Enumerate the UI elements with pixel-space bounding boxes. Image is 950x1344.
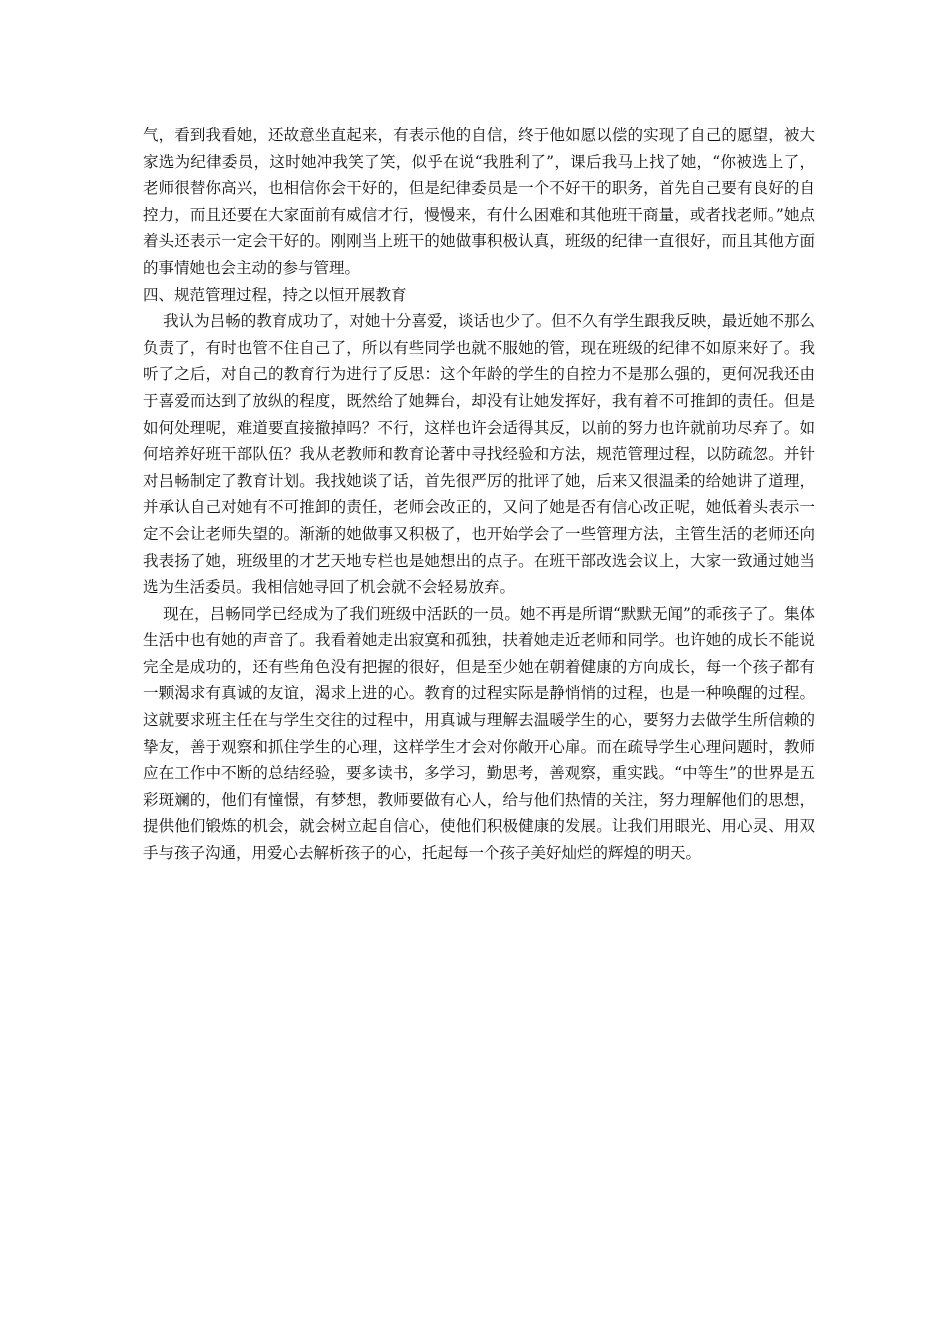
paragraph: 我认为吕畅的教育成功了，对她十分喜爱，谈话也少了。但不久有学生跟我反映，最近她不那么负责了，有时也管不住自己了，所以有些同学也就不服她的管，现在班级的纪律不如原来好了。我听了之后，对自己的教育行为进行了反思：这个年龄的学生的自控力不是那么强的，更何况我还由于喜爱而达到了放纵的程度，既然给了她舞台，却没有让她发挥好，我有着不可推卸的责任。但是如何处理呢，难道要直接撤掉吗？不行，这样也许会适得其反，以前的努力也许就前功尽弃了。如何培养好班干部队伍？我从老教师和教育论著中寻找经验和方法，规范管理过程，以防疏忽。并针对吕畅制定了教育计划。我找她谈了话，首先很严厉的批评了她，后来又很温柔的给她讲了道理，并承认自己对她有不可推卸的责任，老师会改正的，又问了她是否有信心改正呢，她低着头表示一定不会让老师失望的。渐渐的她做事又积极了，也开始学会了一些管理方法，主管生活的老师还向我表扬了她，班级里的才艺天地专栏也是她想出的点子。在班干部改选会议上，大家一致通过她当选为生活委员。我相信她寻回了机会就不会轻易放弃。 (143, 312, 815, 597)
document-body (143, 122, 815, 867)
paragraph: 现在，吕畅同学已经成为了我们班级中活跃的一员。她不再是所谓“默默无闻”的乖孩子了。集体生活中也有她的声音了。我看着她走出寂寞和孤独，扶着她走近老师和同学。也许她的成长不能说完全是成功的，还有些角色没有把握的很好，但是至少她在朝着健康的方向成长，每一个孩子都有一颗渴求有真诚的友谊，渴求上进的心。教育的过程实际是静悄悄的过程，也是一种唤醒的过程。这就要求班主任在与学生交往的过程中，用真诚与理解去温暖学生的心，要努力去做学生所信赖的挚友，善于观察和抓住学生的心理，这样学生才会对你敞开心扉。而在疏导学生心理问题时，教师应在工作中不断的总结经验，要多读书，多学习，勤思考，善观察，重实践。“中等生”的世界是五彩斑斓的，他们有憧憬，有梦想，教师要做有心人，给与他们热情的关注，努力理解他们的思想，提供他们锻炼的机会，就会树立起自信心，使他们积极健康的发展。让我们用眼光、用心灵、用双手与孩子沟通，用爱心去解析孩子的心，托起每一个孩子美好灿烂的辉煌的明天。 (143, 604, 815, 863)
paragraph-continuation: 气，看到我看她，还故意坐直起来，有表示他的自信，终于他如愿以偿的实现了自己的愿望，被大家选为纪律委员，这时她冲我笑了笑，似乎在说“我胜利了”，课后我马上找了她，“你被选上了，老师很替你高兴，也相信你会干好的，但是纪律委员是一个不好干的职务，首先自己要有良好的自控力，而且还要在大家面前有威信才行，慢慢来，有什么困难和其他班干商量，或者找老师。”她点着头还表示一定会干好的。刚刚当上班干的她做事积极认真，班级的纪律一直很好，而且其他方面的事情她也会主动的参与管理。 (143, 126, 815, 277)
section-heading: 四、规范管理过程，持之以恒开展教育 (143, 285, 407, 304)
